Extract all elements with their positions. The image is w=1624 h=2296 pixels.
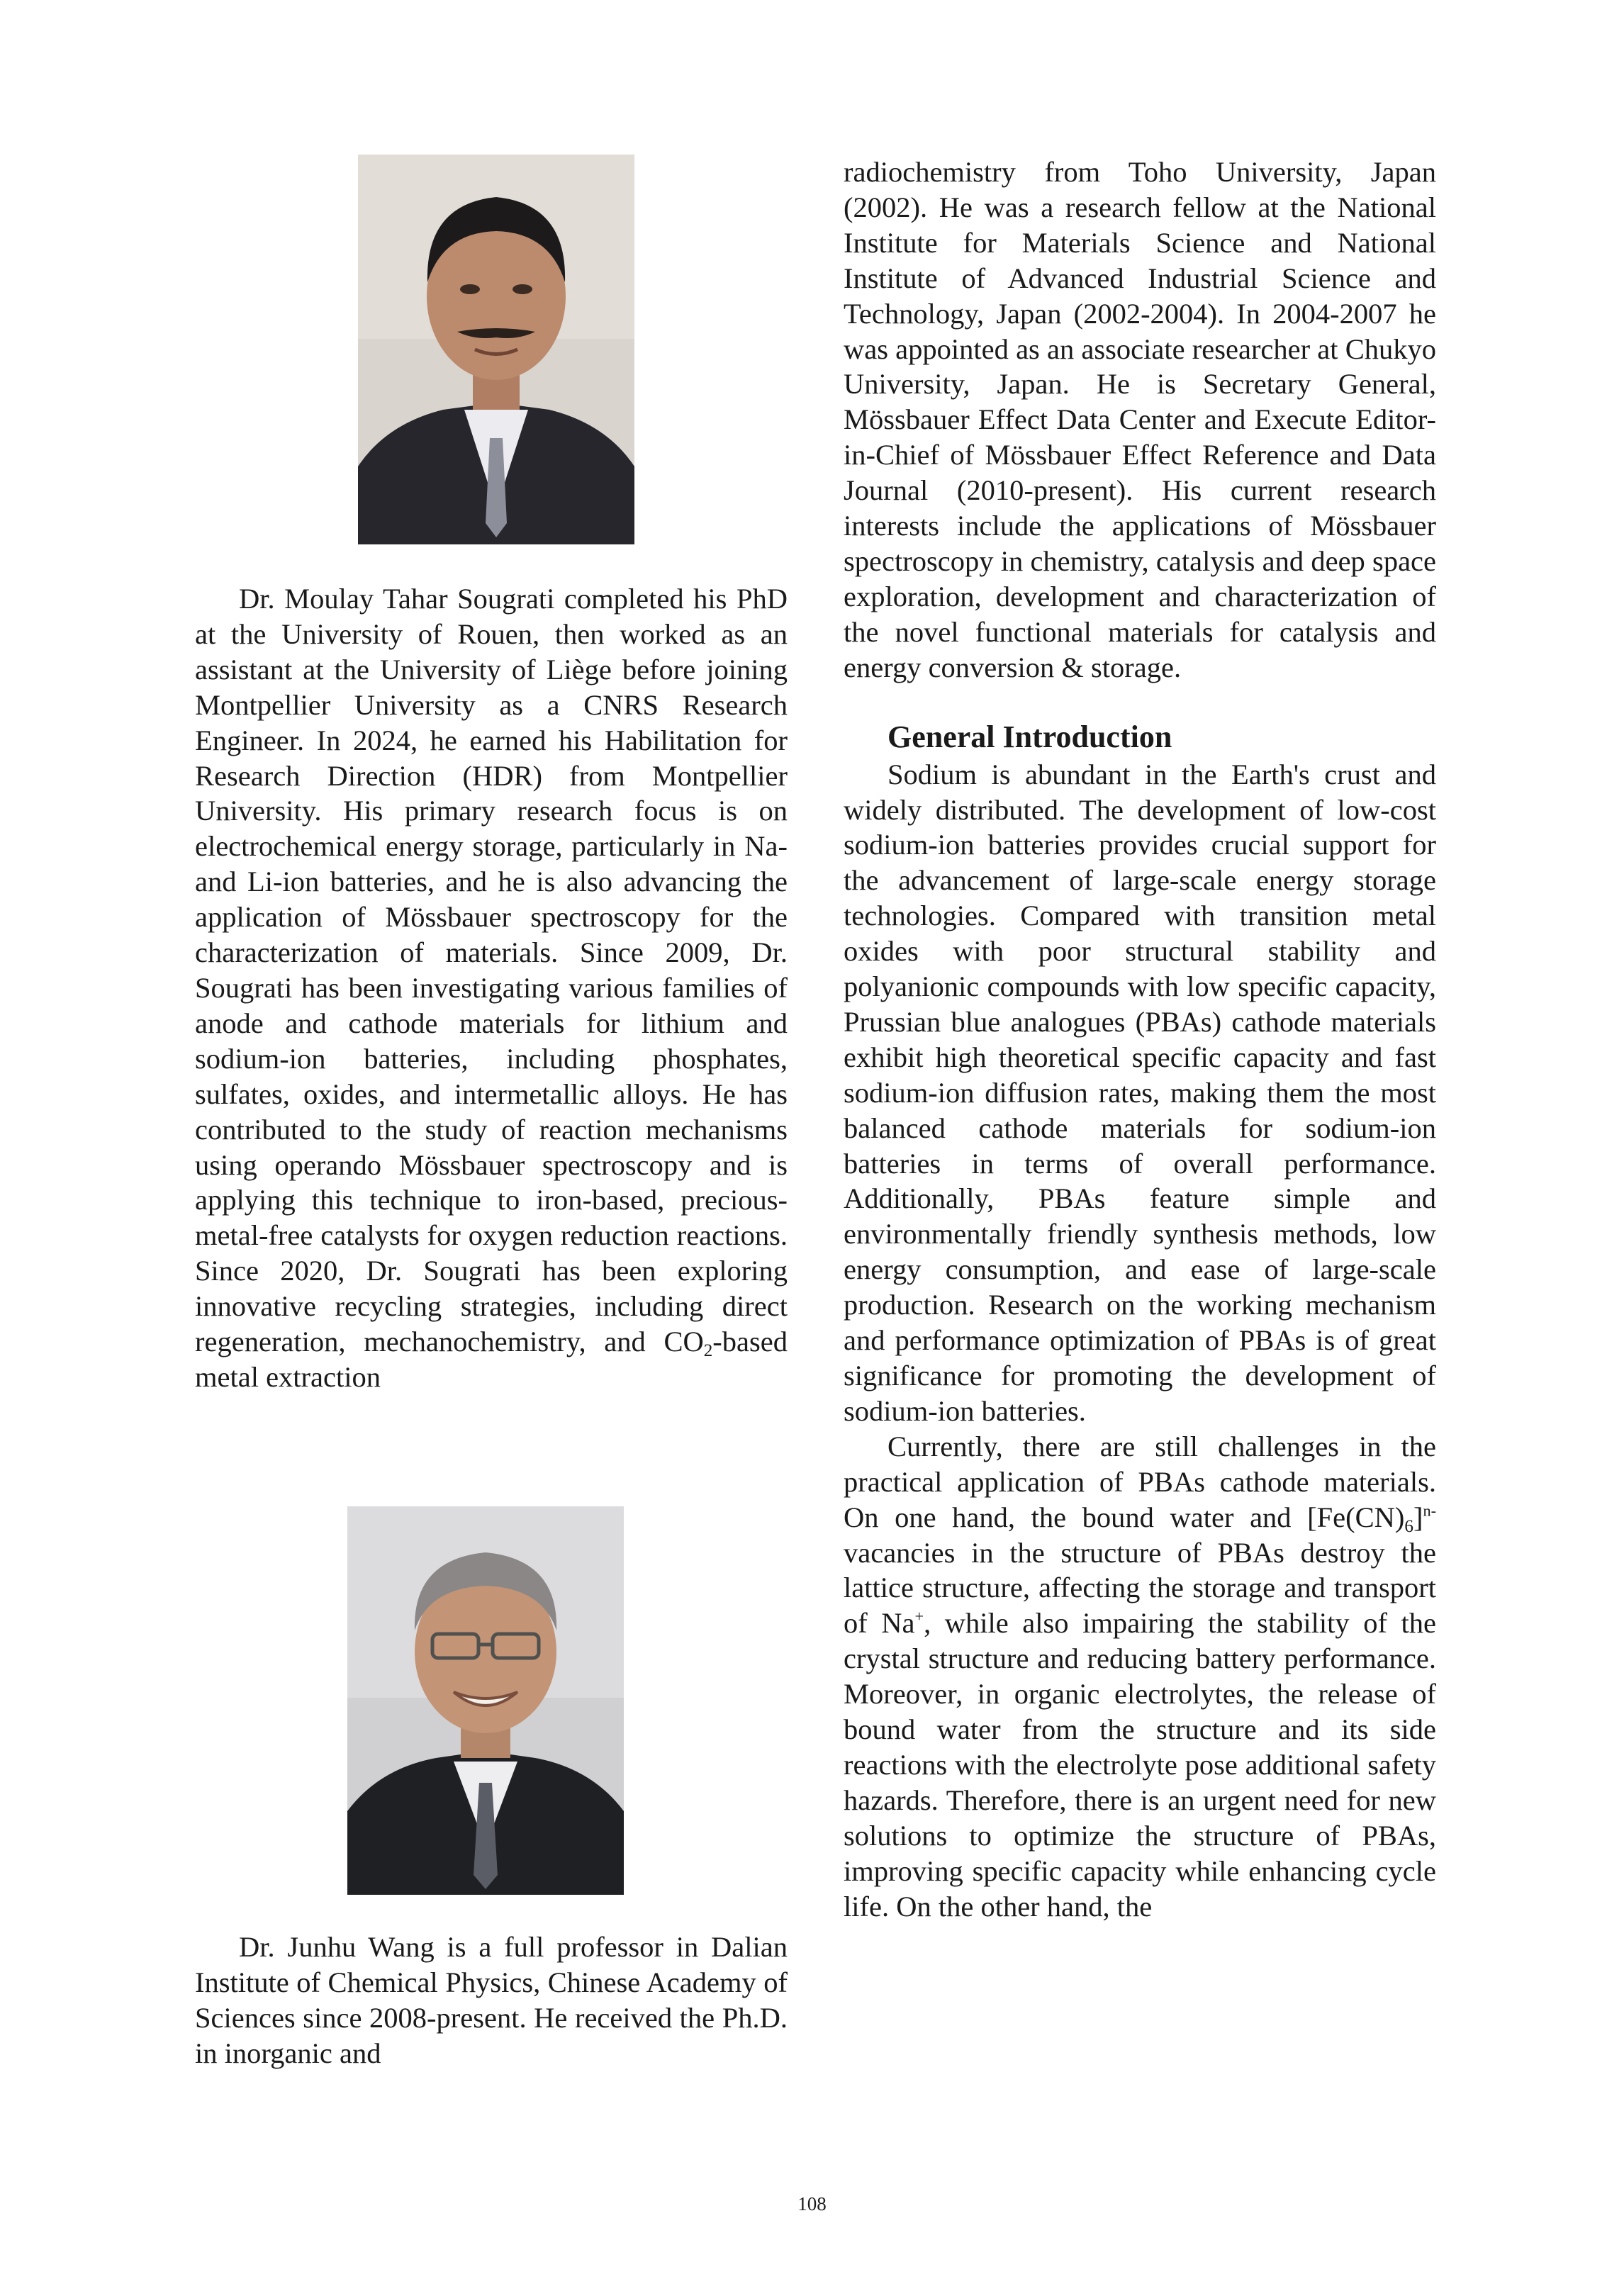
bio-wang-paragraph: Dr. Junhu Wang is a full professor in Dalian Institute of Chemical Physics, Chinese Academy of Sciences since 2008-present. He received the Ph.D. in inorganic and [195, 1931, 788, 2069]
page-number: 108 [797, 2193, 827, 2214]
bio-wang-continued: radiochemistry from Toho University, Japan (2002). He was a research fellow at the National Institute for Materials Science and National Institute of Advanced Industrial Science and Technology, Japan (2002-2004). In 2004-2007 he was appointed as an associate researcher at Chukyo University, Japan. He is Secretary General, Mössbauer Effect Data Center and Execute Editor-in-Chief of Mössbauer Effect Reference and Data Journal (2010-present). His current research interests include the applications of Mössbauer spectroscopy in chemistry, catalysis and deep space exploration, development and characterization of the novel functional materials for catalysis and energy conversion & storage. [844, 156, 1436, 683]
left-column-bio-2 [195, 1930, 788, 2071]
right-column [844, 155, 1436, 1925]
bio-sougrati-paragraph: Dr. Moulay Tahar Sougrati completed his PhD at the University of Rouen, then worked as an assistant at the University of Liège before joining Montpellier University as a CNRS Research Engineer. In 2024, he earned his Habilitation for Research Direction (HDR) from Montpellier University. His primary research focus is on electrochemical energy storage, particularly in Na- and Li-ion batteries, and he is also advancing the application of Mössbauer spectroscopy for the characterization of materials. Since 2009, Dr. Sougrati has been investigating various families of anode and cathode materials for lithium and sodium-ion batteries, including phosphates, sulfates, oxides, and intermetallic alloys. He has contributed to the study of reaction mechanisms using operando Mössbauer spectroscopy and is applying this technique to iron-based, precious-metal-free catalysts for oxygen reduction reactions. Since 2020, Dr. Sougrati has been exploring innovative recycling strategies, including direct regeneration, mechanochemistry, and $CO_2$-based metal extraction [195, 583, 788, 1393]
intro-paragraph-2: Currently, there are still challenges in the practical application of PBAs cathode materials. On one hand, the bound water and $[Fe(CN)_6]^{n-}$ vacancies in the structure of PBAs destroy the lattice structure, affecting the storage and transport of Na+, while also impairing the stability of the crystal structure and reducing battery performance. Moreover, in organic electrolytes, the release of bound water from the structure and its side reactions with the electrolyte pose additional safety hazards. Therefore, there is an urgent need for new solutions to optimize the structure of PBAs, improving specific capacity while enhancing cycle life. On the other hand, the [844, 1430, 1436, 1922]
section-heading: General Introduction [887, 719, 1172, 754]
left-column-bio-1 [195, 581, 788, 1395]
intro-paragraph-1: Sodium is abundant in the Earth's crust and widely distributed. The development of low-cost sodium-ion batteries provides crucial support for the advancement of large-scale energy storage technologies. Compared with transition metal oxides with poor structural stability and polyanionic compounds with low specific capacity, Prussian blue analogues (PBAs) cathode materials exhibit high theoretical specific capacity and fast sodium-ion diffusion rates, making them the most balanced cathode materials for sodium-ion batteries in terms of overall performance. Additionally, PBAs feature simple and environmentally friendly synthesis methods, low energy consumption, and ease of large-scale production. Research on the working mechanism and performance optimization of PBAs is of great significance for promoting the development of sodium-ion batteries. [844, 758, 1436, 1427]
portrait-photo-wang [347, 1506, 624, 1895]
portrait-photo-sougrati [358, 155, 634, 544]
